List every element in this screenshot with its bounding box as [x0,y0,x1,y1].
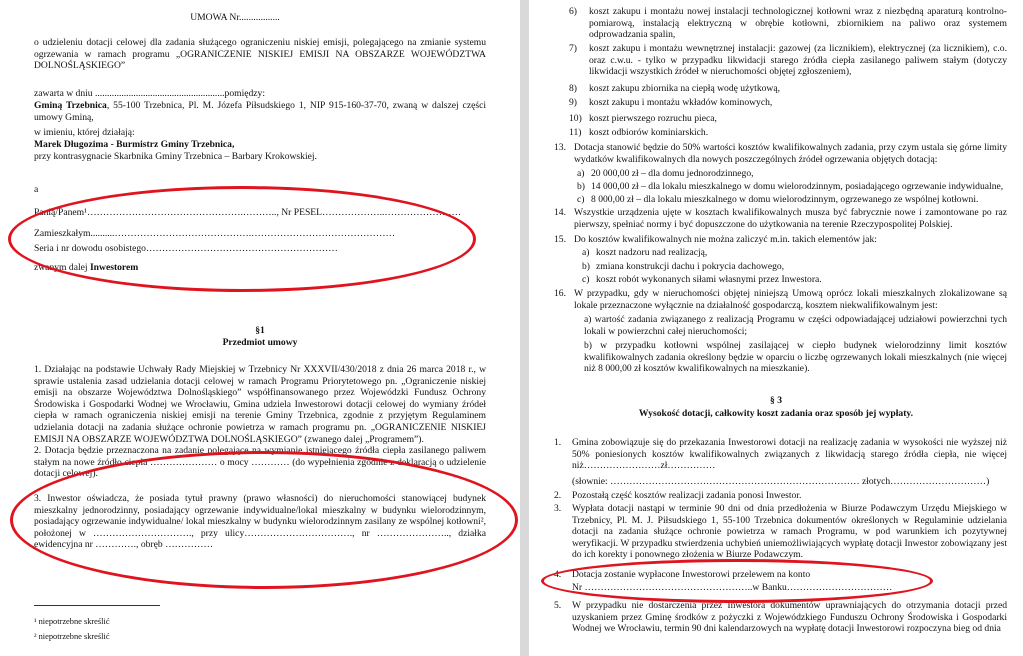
list-item-marker: 9) [569,97,577,108]
list-item-text: koszt zakupu i montażu nowej instalacji technologicznej kotłowni wraz z niezbędną aparaturą kontrolno-pomiarową, instalacją elektryczną w obrębie kotłowni, zbiornikiem na paliwo oraz systemem odprowadzania spalin, [589,6,1007,41]
list-item-marker: c) [577,194,585,205]
item-13-number: 13. [554,142,566,153]
list-item-text: koszt zakupu i montażu wkładów kominowych, [589,97,773,108]
s-5: W przypadku nie dostarczenia przez Inwestora dokumentów uprawniających do otrzymania dotacji przed uzyskaniem przez Gminę środków z pożyczki z Wojewódzkiego Funduszu Ochrony Środowiska i Gospodarki Wodnej we Wrocławiu, termin 90 dni kalendarzowych na wypłatę dotacji Inwestorowi rozpoczyna bieg od dnia [572,600,1007,635]
list-item-text: koszt nadzoru nad realizacją, [596,247,708,258]
s-1: Gmina zobowiązuje się do przekazania Inwestorowi dotacji na realizację zadania w wysokości nie wyższej niż 50% poniesionych kosztów kwalifikowalnych związanych z likwidacją starego źródła ciepła, nie więcej niż……………………zł…………… [572,437,1007,472]
paragraph-2: 2. Dotacja będzie przeznaczona na zadanie polegające na wymianie istniejącego źródła ciepła zasilanego paliwem stałym na nowe źródło ciepła ………………… o mocy ………… (do wypełnienia zgodnie z deklaracją o udzielenie dotacji celowej). [34,445,486,480]
countersign-line: przy kontrasygnacie Skarbnika Gminy Trzebnica – Barbary Krokowskiej. [34,151,317,162]
and-word: a [34,184,39,195]
list-item-text: 8 000,00 zł – dla lokalu mieszkalnego w domu wielorodzinnym, ogrzewanego ze wspólnej kotłowni. [591,194,979,205]
investor-prefix: zwanym dalej [34,262,90,273]
list-item-text: koszt pierwszego rozruchu pieca, [589,113,717,124]
paragraph-3: 3. Inwestor oświadcza, że posiada tytuł prawny (prawo własności) do nieruchomości stanowiącej budynek mieszkalny jednorodzinny, posiadający ogrzewanie indywidualne/lokal mieszkalny w budynku wielorodzinnym, posiadający ogrzewanie indywidualne/ lokal mieszkalny w budynku wielorodzinnym zasilany ze wspólnej kotłowni², położonej w …………………………., przy ulicy……………………………., nr ………………….., działka ewidencyjna nr …………., obręb …………… [34,493,486,551]
party-municipality [34,100,486,123]
item-14-number: 14. [554,207,566,218]
list-item-text: 14 000,00 zł – dla lokalu mieszkalnego w domu wielorodzinnym, posiadającego ogrzewanie indywidualne, [591,181,1004,192]
red-ellipse-property [10,451,518,589]
investor-word: Inwestorem [89,262,139,273]
item-16-b: b) w przypadku kotłowni wspólnej zasilającej w ciepło budynek wielorodzinny limit kosztów kwalifikowalnych zadania określony będzie w oparciu o liczbę ogrzewanych lokali mieszkalnych (nie więcej niż 8 000,00 zł kosztów kwalifikowalnych na mieszkanie). [584,340,1007,375]
section-3-title: Wysokość dotacji, całkowity koszt zadania oraz sposób jej wypłaty. [638,408,914,419]
red-ellipse-bank-account [541,559,933,603]
contract-intro: o udzieleniu dotacji celowej dla zadania służącego ograniczeniu niskiej emisji, polegającego na zmianie systemu ogrzewania w ramach programu „OGRANICZENIE NISKIEJ EMISJI NA OBSZARZE WOJEWÓDZTWA DOLNOŚLĄSKIEGO” [34,37,486,72]
list-item-marker: 6) [569,6,577,17]
s-3-number: 3. [554,503,562,514]
item-15: Do kosztów kwalifikowalnych nie można zaliczyć m.in. takich elementów jak: [574,234,877,245]
s-1-number: 1. [554,437,562,448]
list-item-marker: b) [582,261,590,272]
contract-title: UMOWA Nr................. [190,12,280,23]
paragraph-1: 1. Działając na podstawie Uchwały Rady Miejskiej w Trzebnicy Nr XXXVII/430/2018 z dnia 26 marca 2018 r., w sprawie ustalenia zasad udzielania dotacji celowej w ramach Programu Priorytetowego pn. „Ograniczenie niskiej emisji na obszarze Województwa Dolnośląskiego” współfinansowanego przez Wojewódzki Fundusz Ochrony Środowiska i Gospodarki Wodnej we Wrocławiu, Gmina udziela Inwestorowi dotacji celowej do wymiany źródeł ciepła w ramach ograniczenia niskiej emisji na terenie Gminy Trzebnica, zgodnie z przyjętym Regulaminem udzielania dotacji na zadania służące ochronie powietrza w ramach programu pn. „OGRANICZENIE NISKIEJ EMISJI NA OBSZARZE WOJEWÓDZTWA DOLNOŚLĄSKIEGO” (zwanego dalej „Programem”). [34,364,486,445]
list-item-text: koszt robót wykonanych siłami własnymi przez Inwestora. [596,274,822,285]
section-1-title: Przedmiot umowy [222,337,298,348]
mayor-line: Marek Długozima - Burmistrz Gminy Trzebnica, [34,139,235,150]
list-item-marker: 7) [569,43,577,54]
list-item-text: zmiana konstrukcji dachu i pokrycia dachowego, [596,261,785,272]
item-13: Dotacja stanowić będzie do 50% wartości kosztów kwalifikowalnych zadania, przy czym ustala się górne limity wydatków kwalifikowalnych dla nowych poszczególnych źródeł ogrzewania objętych dotacją: [574,142,1007,165]
s-5-number: 5. [554,600,562,611]
on-behalf-line: w imieniu, której działają: [34,127,135,138]
s-2-number: 2. [554,490,562,501]
concluded-line: zawarta w dniu ......................................................pomiędzy: [34,88,266,99]
list-item-marker: 11) [569,127,582,138]
list-item-text: koszt zakupu zbiornika na ciepłą wodę użytkową, [589,83,781,94]
s-4: Dotacja zostanie wypłacone Inwestorowi przelewem na konto [572,569,811,580]
item-14: Wszystkie urządzenia ujęte w kosztach kwalifikowalnych musza być fabrycznie nowe i zamontowane po raz pierwszy, spełniać normy i być dopuszczone do użytkowania na terenie Rzeczypospolitej Polskiej. [574,207,1007,230]
item-15-number: 15. [554,234,566,245]
red-ellipse-investor-fields [8,186,476,292]
s-1-words: (słownie: …………………………………………………………………… złotych…………………………) [572,476,990,487]
list-item-marker: 8) [569,83,577,94]
footnote-separator [34,605,160,606]
item-16-a: a) wartość zadania związanego z realizacją Programu w części odpowiadającej udziałowi powierzchni tych lokali w powierzchni całej nieruchomości; [584,314,1007,337]
list-item-marker: b) [577,181,585,192]
party1-name: Gminą Trzebnica [34,100,107,111]
s-3: Wypłata dotacji nastąpi w terminie 90 dni od dnia przedłożenia w Biurze Podawczym Urzędu Miejskiego w Trzebnicy, Pl. M. J. Piłsudskiego 1, 55-100 Trzebnica dokumentów określonych w Regulaminie udzielania dotacji na zadania służące ochronie powietrza w ramach Programu, w pod warunkiem ich pozytywnej weryfikacji. W przypadku stwierdzenia uchybień uniemożliwiających wypłatę dotacji Inwestor zobowiązany jest do ich korekty i ponownego złożenia w Biurze Podawczym. [572,503,1007,561]
s-2: Pozostałą część kosztów realizacji zadania ponosi Inwestor. [572,490,802,501]
footnote-2: ² niepotrzebne skreślić [34,632,110,641]
s-4-account: Nr ……………………………………………..w Banku…………………………… [572,582,893,593]
investor-name-field: Panią/Panem¹………………………………………….……….., Nr PESEL………………..…………………… [34,207,462,218]
list-item-text: 20 000,00 zł – dla domu jednorodzinnego, [591,168,754,179]
investor-address-field: Zamieszkałym..........…………………………………….……………………………………… [34,228,396,239]
s-4-number: 4. [554,569,562,580]
footnote-1: ¹ niepotrzebne skreślić [34,617,110,626]
list-item-marker: a) [582,247,590,258]
list-item-marker: a) [577,168,585,179]
section-1-number: §1 [255,325,265,336]
item-16: W przypadku, gdy w nieruchomości objętej niniejszą Umową oprócz lokali mieszkalnych zlokalizowane są lokale przeznaczone wyłącznie na działalność gospodarczą, kosztem niekwalifikowalnym jest: [574,288,1007,311]
document-page-right [529,0,1023,656]
item-16-number: 16. [554,288,566,299]
investor-id-field: Seria i nr dowodu osobistego…………………………………………………… [34,243,338,254]
list-item-text: koszt odbiorów kominiarskich. [589,127,709,138]
party1-details: , 55-100 Trzebnica, Pl. M. Józefa Piłsudskiego 1, NIP 915-160-37-70, zwaną w dalszej części umowy Gminą, [34,100,486,123]
list-item-marker: 10) [569,113,582,124]
page-gutter [520,0,529,656]
list-item-text: koszt zakupu i montażu wewnętrznej instalacji: gazowej (za licznikiem), elektrycznej (za licznikiem), c.o. oraz c.w.u. - tylko w przypadku likwidacji starego źródła ciepła zasilanego paliwem stałym (dotyczy likwidacji wszystkich źródeł w nieruchomości objętej zgłoszeniem), [589,43,1007,78]
list-item-marker: c) [582,274,590,285]
section-3-number: § 3 [770,395,782,406]
